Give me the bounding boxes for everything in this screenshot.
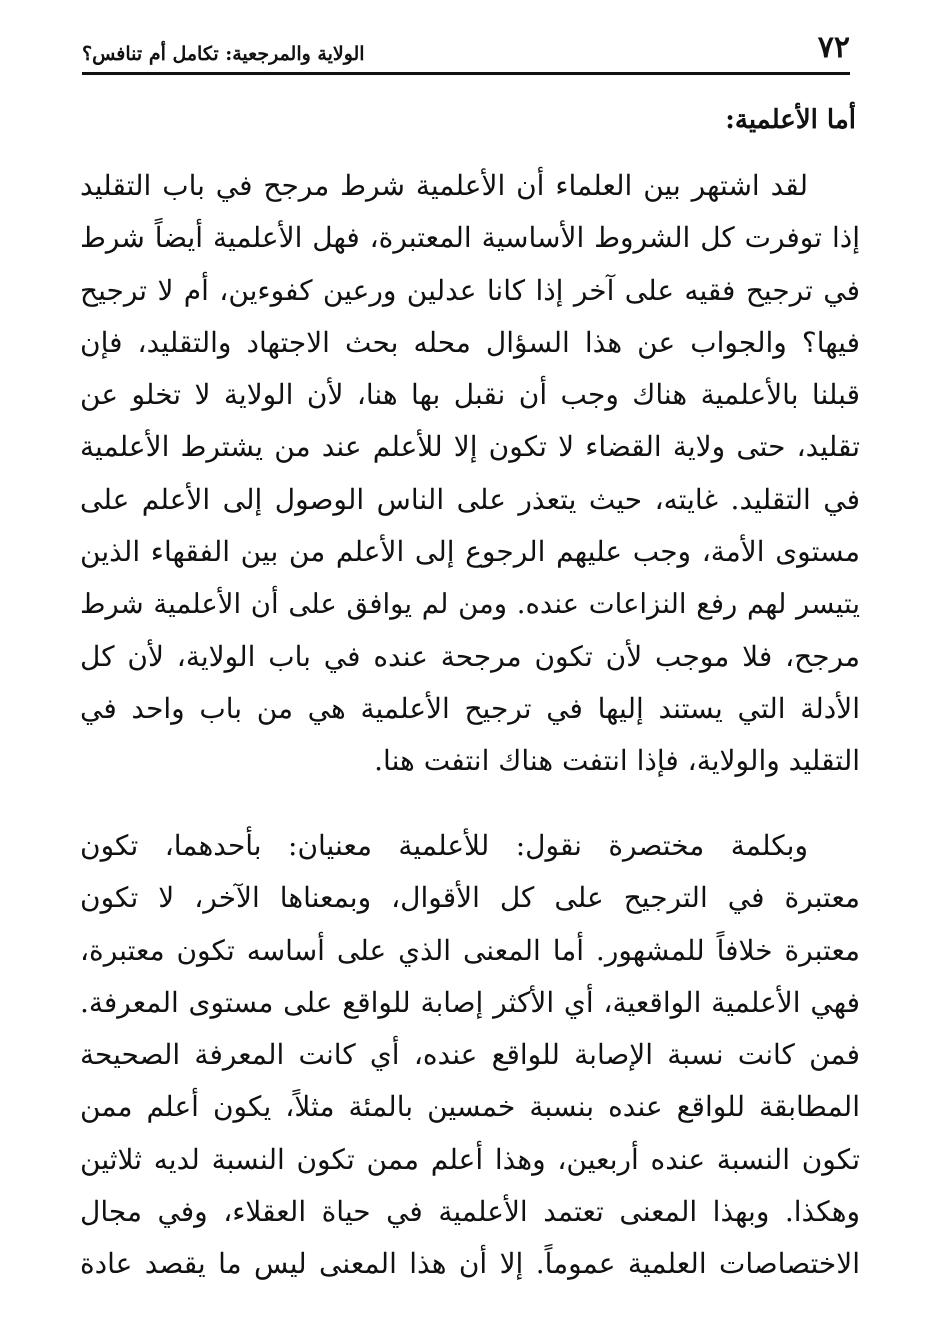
text-line: تكون النسبة عنده أربعين، وهذا أعلم ممن تكون النسبة لديه ثلاثين — [80, 1142, 860, 1176]
text-line: مرجح، فلا موجب لأن تكون مرجحة عنده في باب الولاية، لأن كل — [80, 639, 860, 673]
text-line: التقليد والولاية، فإذا انتفت هناك انتفت هنا. — [374, 744, 860, 778]
text-line: المطابقة للواقع عنده بنسبة خمسين بالمئة مثلاً، يكون أعلم ممن — [80, 1090, 860, 1124]
running-title: الولاية والمرجعية: تكامل أم تنافس؟ — [82, 43, 365, 65]
text-line: الأدلة التي يستند إليها في ترجيح الأعلمية هي من باب واحد في — [80, 691, 860, 725]
running-header — [82, 28, 850, 72]
text-line: فهي الأعلمية الواقعية، أي الأكثر إصابة للواقع على مستوى المعرفة. — [80, 985, 860, 1019]
text-line: معتبرة في الترجيح على كل الأقوال، وبمعناها الآخر، لا تكون — [80, 881, 860, 915]
text-line: فيها؟ والجواب عن هذا السؤال محله بحث الاجتهاد والتقليد، فإن — [80, 325, 860, 359]
text-line: لقد اشتهر بين العلماء أن الأعلمية شرط مرجح في باب التقليد — [80, 169, 808, 202]
paragraph-1 — [80, 160, 860, 788]
text-line: تقليد، حتى ولاية القضاء لا تكون إلا للأعلم عند من يشترط الأعلمية — [80, 430, 860, 464]
text-line: إذا توفرت كل الشروط الأساسية المعتبرة، فهل الأعلمية أيضاً شرط — [80, 221, 860, 255]
section-heading: أما الأعلمية: — [725, 105, 856, 135]
text-line: معتبرة خلافاً للمشهور. أما المعنى الذي على أساسه تكون معتبرة، — [80, 933, 860, 967]
text-line: الاختصاصات العلمية عموماً. إلا أن هذا المعنى ليس ما يقصد عادة — [80, 1247, 860, 1281]
text-line: يتيسر لهم رفع النزاعات عنده. ومن لم يوافق على أن الأعلمية شرط — [80, 588, 860, 621]
text-line: وبكلمة مختصرة نقول: للأعلمية معنيان: بأحدهما، تكون — [80, 829, 808, 862]
text-line: قبلنا بالأعلمية هناك وجب أن نقبل بها هنا، لأن الولاية لا تخلو عن — [80, 378, 860, 412]
text-line: مستوى الأمة، وجب عليهم الرجوع إلى الأعلم من بين الفقهاء الذين — [80, 535, 860, 569]
page-number: ٧٢ — [817, 30, 850, 65]
text-line: في ترجيح فقيه على آخر إذا كانا عدلين ورعين كفوءين، أم لا ترجيح — [80, 273, 860, 307]
text-line: وهكذا. وبهذا المعنى تعتمد الأعلمية في حياة العقلاء، وفي مجال — [80, 1195, 860, 1229]
paragraph-2 — [80, 820, 860, 1291]
text-line: في التقليد. غايته، حيث يتعذر على الناس الوصول إلى الأعلم على — [80, 482, 860, 516]
header-divider — [82, 72, 850, 75]
text-line: فمن كانت نسبة الإصابة للواقع عنده، أي كانت المعرفة الصحيحة — [80, 1038, 860, 1072]
